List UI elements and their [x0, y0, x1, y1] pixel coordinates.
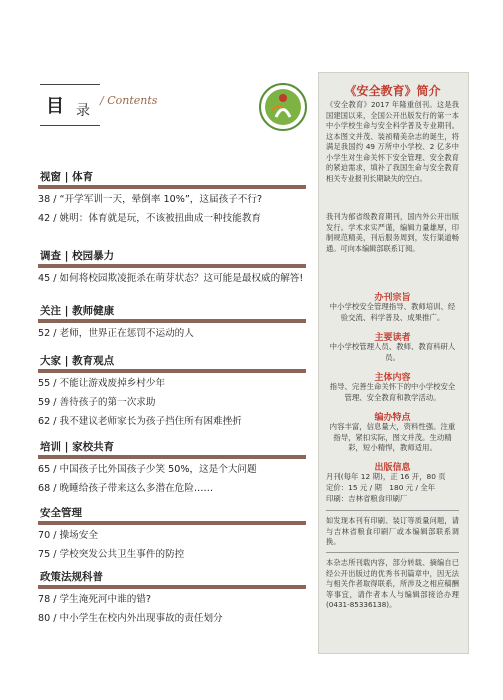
sidebar-intro-2: 我刊为郁省级教育期刊，国内外公开出版发行。学术求实严谨，编辑力量雄厚，印制规范精美，刊后服务周到，发行渠道畅通。可向本编辑部联系订阅。: [326, 212, 459, 253]
section-title: 培训 | 家校共育: [40, 441, 115, 453]
section-divider: [38, 185, 306, 189]
toc-item[interactable]: 42 / 姚明：体育就是玩，不该被扭曲成一种技能教育: [38, 213, 262, 224]
toc-title-mu: 目: [46, 96, 64, 117]
section-title: 安全管理: [40, 507, 82, 519]
feature-heading: 编办特点: [374, 413, 411, 423]
reader-heading: 主要读者: [374, 333, 411, 343]
contents-label: / Contents: [100, 94, 158, 107]
toc-item[interactable]: 45 / 如何将校园欺凌扼杀在萌芽状态？这可能是最权威的解答!: [38, 273, 304, 284]
publication-price: 定价：15 元 / 期 180 元 / 全年: [326, 483, 436, 492]
section-divider: [38, 264, 306, 268]
publication-frequency: 月刊(每年 12 期)，正 16 开，80 页: [326, 472, 446, 481]
section-divider: [38, 319, 306, 323]
section-title: 视窗 | 体育: [40, 171, 94, 183]
quality-notice: 如发现本刊有印刷、装订等质量问题，请与吉林省粮食印刷厂或本编辑部联系调换。: [326, 516, 459, 546]
copyright-notice: 本杂志所刊载内容，部分转载、摘编自已经公开出版过的优秀书刊篇章中，因无法与相关作者取得联系，所涉及之相应稿酬等事宜，请作者本人与编辑部接洽办理(0431-85336138)。: [326, 558, 459, 609]
sidebar-intro: 《安全教育》2017 年隆重创刊。这是我国建国以来，全国公开出版发行的第一本中小学校生命与安全科学普及专业期刊。这本图文并茂、装祯精美杂志的诞生，将满足我国约 49 万所中小学校、2 亿多中小学生对生命关怀下安全管理、安全教育的紧迫需求，填补了我国生命与安全教育相关专业报刊长期缺失的空白。: [326, 100, 459, 183]
section-divider: [38, 585, 306, 589]
section-divider: [38, 455, 306, 459]
feature-text: 内容丰富，信息量大，资料性强。注重指导，紧扣实际，图文并茂。生动精彩，短小精悍，教师适用。: [329, 422, 456, 452]
toc-section-teacher-health: [38, 304, 306, 342]
aim-text: 中小学校安全管理指导、教师培训、经验交流、科学普及、成果推广。: [329, 302, 456, 322]
toc-section-home-school: [38, 440, 306, 497]
toc-item[interactable]: 78 / 学生淹死河中谁的错?: [38, 594, 151, 605]
toc-section-bullying: [38, 249, 306, 287]
section-title: 大家 | 教育观点: [40, 355, 115, 367]
toc-item[interactable]: 38 / “开学军训一天，晕倒率 10%”，这届孩子不行?: [38, 194, 263, 205]
toc-section-sports: [38, 170, 306, 227]
section-divider: [38, 369, 306, 373]
toc-section-policy: [38, 570, 306, 627]
content-heading: 主体内容: [374, 373, 411, 383]
toc-item[interactable]: 59 / 善待孩子的第一次求助: [38, 397, 156, 408]
toc-item[interactable]: 55 / 不能让游戏废掉乡村少年: [38, 378, 166, 389]
section-divider: [38, 521, 306, 525]
toc-item[interactable]: 70 / 操场安全: [38, 530, 98, 541]
sidebar-divider: [326, 552, 459, 553]
toc-item[interactable]: 68 / 晚睡给孩子带来这么多潜在危险……: [38, 483, 214, 494]
magazine-logo-icon: [258, 82, 308, 132]
toc-item[interactable]: 65 / 中国孩子比外国孩子少笑 50%，这是个大问题: [38, 464, 257, 475]
publication-heading: 出版信息: [374, 463, 411, 473]
toc-item[interactable]: 80 / 中小学生在校内外出现事故的责任划分: [38, 613, 223, 624]
publication-printer: 印刷：吉林省粮食印刷厂: [326, 494, 408, 503]
toc-item[interactable]: 62 / 我不建议老师家长为孩子挡住所有困难挫折: [38, 416, 242, 427]
toc-item[interactable]: 75 / 学校突发公共卫生事件的防控: [38, 549, 185, 560]
toc-title-lu: 录: [76, 103, 90, 119]
content-text: 指导、完善生命关怀下的中小学校安全管理、安全教育和教学活动。: [329, 382, 456, 402]
toc-section-opinions: [38, 354, 306, 430]
sidebar-title: 《安全教育》简介: [344, 84, 441, 98]
section-title: 调查 | 校园暴力: [40, 250, 115, 262]
section-title: 关注 | 教师健康: [40, 305, 115, 317]
sidebar-divider: [326, 510, 459, 511]
toc-item[interactable]: 52 / 老师，世界正在惩罚不运动的人: [38, 328, 194, 339]
section-title: 政策法规科普: [40, 571, 103, 583]
reader-text: 中小学校管理人员、教师、教育科研人员。: [329, 342, 456, 362]
toc-section-safety-management: [38, 506, 306, 563]
aim-heading: 办刊宗旨: [374, 293, 411, 303]
